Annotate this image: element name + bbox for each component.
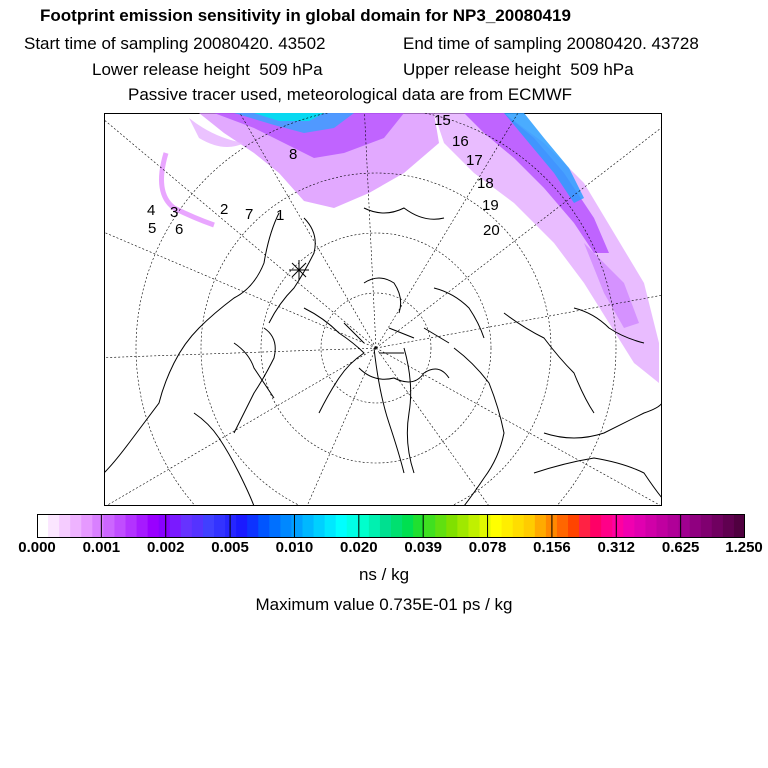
colorbar-cell	[645, 514, 656, 538]
colorbar-unit: ns / kg	[358, 565, 410, 584]
colorbar-cell	[181, 514, 192, 538]
trajectory-label: 17	[466, 152, 483, 169]
receptor-marker	[289, 260, 309, 280]
colorbar-cell	[358, 514, 369, 538]
colorbar-cell	[192, 514, 203, 538]
colorbar-cell	[668, 514, 679, 538]
colorbar-cell	[170, 514, 181, 538]
colorbar-cell	[369, 514, 380, 538]
colorbar-cell	[690, 514, 701, 538]
colorbar-tick-label: 0.312	[597, 539, 636, 556]
end-time-text: End time of sampling 20080420. 43728	[403, 34, 699, 53]
colorbar-cell	[446, 514, 457, 538]
colorbar-tick-label: 0.005	[211, 539, 249, 556]
upper-height-text: Upper release height 509 hPa	[403, 60, 634, 79]
footprint-map	[104, 113, 662, 506]
trajectory-label: 7	[245, 206, 254, 223]
colorbar-cell	[236, 514, 247, 538]
colorbar-cell	[81, 514, 92, 538]
colorbar-cell	[291, 514, 302, 538]
colorbar-tick-label: 0.020	[340, 539, 378, 556]
trajectory-label: 16	[452, 133, 469, 150]
colorbar-cell	[601, 514, 612, 538]
start-time-text: Start time of sampling 20080420. 43502	[24, 34, 326, 53]
trajectory-label: 8	[289, 146, 298, 163]
trajectory-label: 18	[477, 175, 494, 192]
trajectory-label: 6	[175, 221, 184, 238]
colorbar-cell	[657, 514, 668, 538]
colorbar-tick-label: 0.078	[468, 539, 507, 556]
colorbar-tick-label: 0.039	[404, 539, 442, 556]
colorbar-cell	[435, 514, 446, 538]
colorbar-cell	[457, 514, 468, 538]
colorbar-cell	[103, 514, 114, 538]
colorbar-cell	[70, 514, 81, 538]
colorbar-cell	[325, 514, 336, 538]
colorbar-cell	[137, 514, 148, 538]
colorbar-cell	[269, 514, 280, 538]
trajectory-label: 5	[148, 220, 157, 237]
colorbar-cell	[380, 514, 391, 538]
colorbar-cell	[612, 514, 623, 538]
colorbar-cell	[524, 514, 535, 538]
colorbar-cell	[214, 514, 225, 538]
colorbar-cell	[590, 514, 601, 538]
colorbar-tick-label: 0.000	[18, 539, 56, 556]
colorbar-cell	[203, 514, 214, 538]
colorbar-cell	[314, 514, 325, 538]
colorbar-cell	[480, 514, 491, 538]
colorbar-cells	[37, 514, 745, 538]
colorbar-cell	[712, 514, 723, 538]
colorbar-cell	[468, 514, 479, 538]
colorbar-cell	[247, 514, 258, 538]
colorbar-cell	[159, 514, 170, 538]
colorbar-cell	[723, 514, 734, 538]
colorbar-cell	[513, 514, 524, 538]
colorbar-cell	[336, 514, 347, 538]
colorbar-cell	[734, 514, 745, 538]
trajectory-label: 3	[170, 204, 179, 221]
colorbar-cell	[535, 514, 546, 538]
colorbar-tick-label: 0.625	[661, 539, 700, 556]
colorbar-cell	[491, 514, 502, 538]
colorbar-cell	[701, 514, 712, 538]
maximum-value-text: Maximum value 0.735E-01 ps / kg	[255, 595, 513, 614]
trajectory-label: 20	[483, 222, 500, 239]
colorbar-cell	[557, 514, 568, 538]
colorbar-cell	[391, 514, 402, 538]
colorbar-cell	[114, 514, 125, 538]
colorbar-tick-label: 0.002	[146, 539, 185, 556]
colorbar-tick-label: 0.010	[275, 539, 314, 556]
trajectory-label: 1	[276, 207, 285, 224]
colorbar-cell	[568, 514, 579, 538]
colorbar-cell	[579, 514, 590, 538]
colorbar-cell	[92, 514, 103, 538]
colorbar-cell	[48, 514, 59, 538]
colorbar-cell	[280, 514, 291, 538]
colorbar-tick-label: 1.250	[725, 539, 763, 556]
tracer-note-text: Passive tracer used, meteorological data are from ECMWF	[128, 85, 573, 104]
colorbar-cell	[424, 514, 435, 538]
colorbar	[37, 514, 745, 538]
trajectory-label: 4	[147, 202, 156, 219]
colorbar-cell	[634, 514, 645, 538]
colorbar-cell	[347, 514, 358, 538]
colorbar-cell	[623, 514, 634, 538]
trajectory-label: 2	[220, 201, 229, 218]
colorbar-cell	[126, 514, 137, 538]
colorbar-cell	[37, 514, 48, 538]
plot-title: Footprint emission sensitivity in global domain for NP3_20080419	[40, 6, 571, 25]
colorbar-tick-label: 0.001	[82, 539, 121, 556]
colorbar-cell	[148, 514, 159, 538]
colorbar-cell	[303, 514, 314, 538]
colorbar-tick-label: 0.156	[533, 539, 571, 556]
trajectory-label: 19	[482, 197, 499, 214]
colorbar-cell	[258, 514, 269, 538]
colorbar-cell	[502, 514, 513, 538]
colorbar-cell	[402, 514, 413, 538]
lower-height-text: Lower release height 509 hPa	[92, 60, 323, 79]
colorbar-cell	[59, 514, 70, 538]
colorbar-cell	[225, 514, 236, 538]
trajectory-label: 15	[434, 113, 451, 129]
